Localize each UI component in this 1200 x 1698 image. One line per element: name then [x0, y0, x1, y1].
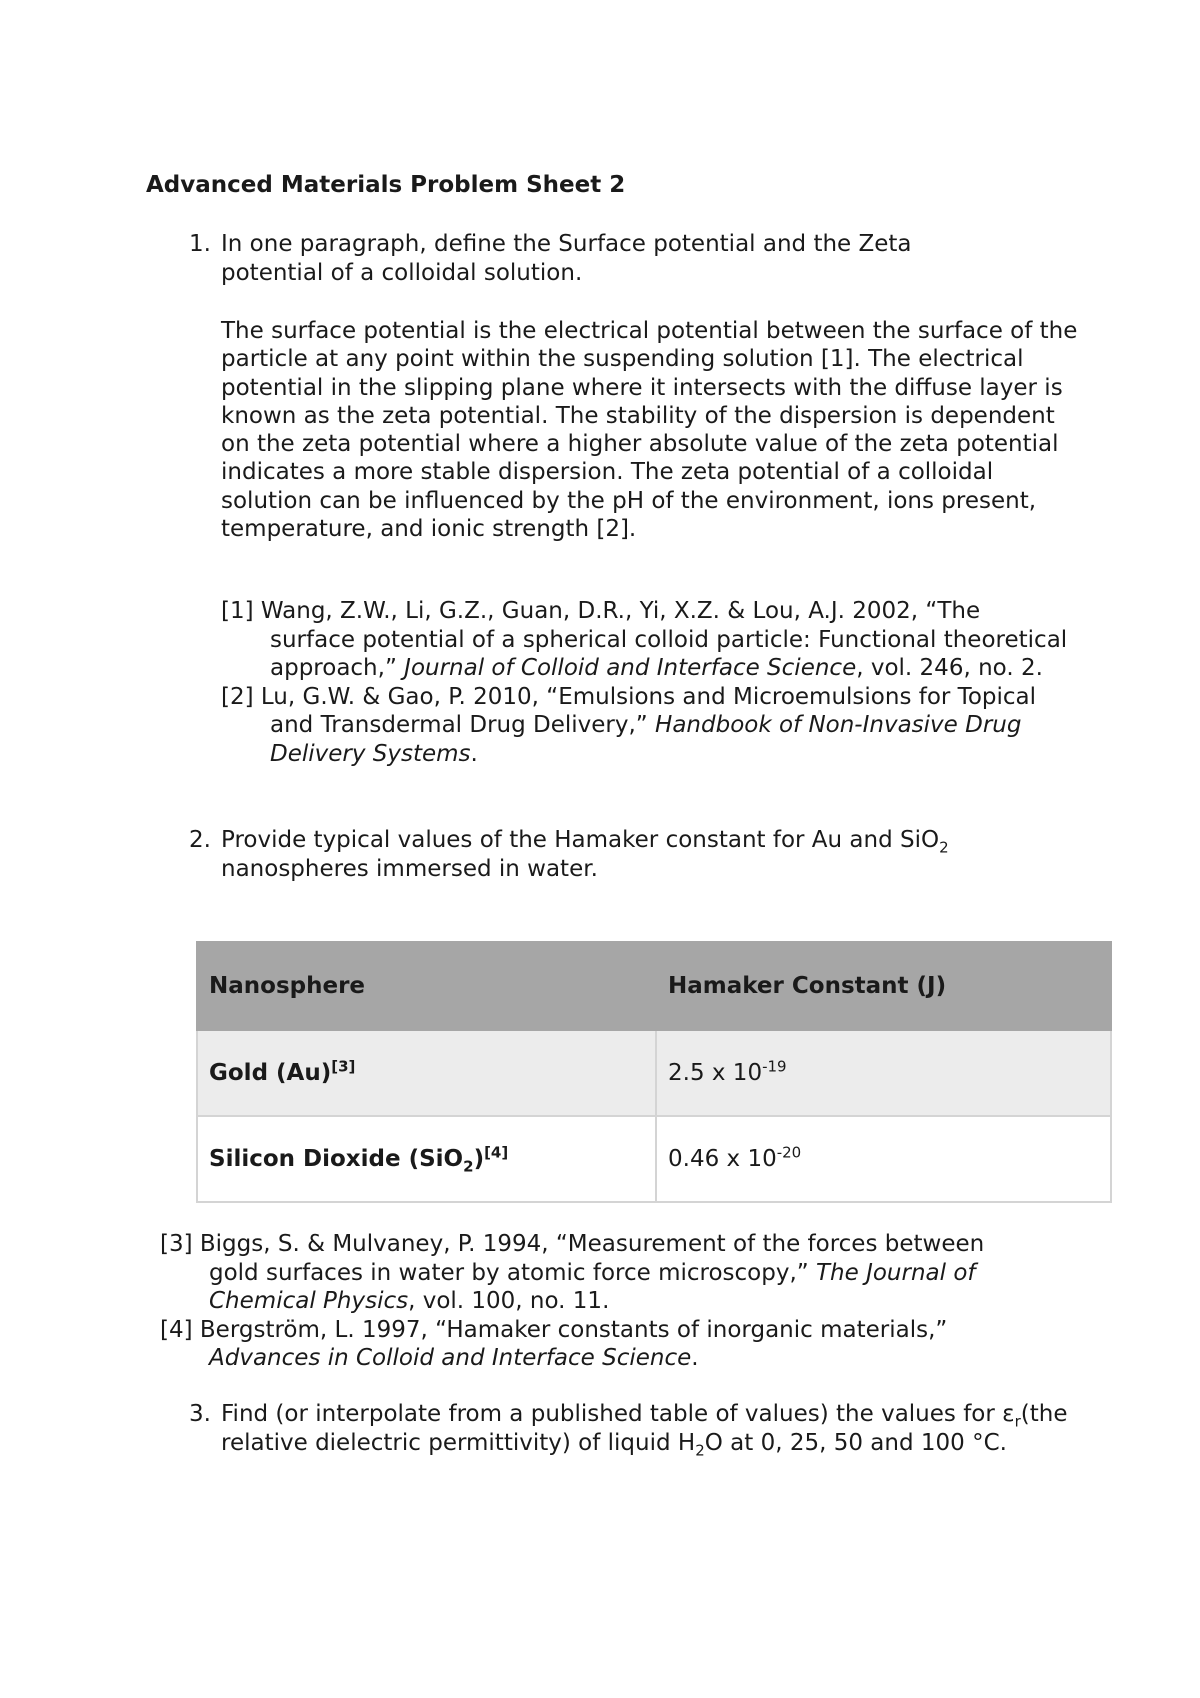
reference-1: [1] Wang, Z.W., Li, G.Z., Guan, D.R., Yi, X.Z. & Lou, A.J. 2002, “The surface potential of a spherical colloid particle: Functional theoretical approach,” Journal of Colloid and Interface Science, vol. 246, no. 2. — [221, 598, 1068, 681]
table-row — [197, 1116, 1111, 1202]
column-header: Nanosphere — [197, 942, 656, 1030]
question-number: 3. — [189, 1401, 211, 1427]
column-header: Hamaker Constant (J) — [656, 942, 1111, 1030]
question-1 — [189, 230, 981, 288]
references-1 — [221, 597, 1071, 768]
hamaker-value-cell: 0.46 x $10^{-20}$ — [656, 1116, 1111, 1202]
question-2: 2. Provide typical values of the Hamaker constant for Au and SiO$_2$ nanospheres immersed in water. — [221, 826, 961, 884]
reference-3: [3] Biggs, S. & Mulvaney, P. 1994, “Measurement of the forces between gold surfaces in water by atomic force microscopy,” The Journal of Chemical Physics, vol. 100, no. 11. — [160, 1231, 985, 1314]
answer-1: The surface potential is the electrical potential between the surface of the particle at any point within the suspending solution [1]. The electrical potential in the slipping plane where it intersects with the diffuse layer is known as the zeta potential. The stability of the dispersion is dependent on the zeta potential where a higher absolute value of the zeta potential indicates a more stable dispersion. The zeta potential of a colloidal solution can be influenced by the pH of the environment, ions present, temperature, and ionic strength [2]. — [221, 318, 1078, 543]
question-text: In one paragraph, define the Surface potential and the Zeta potential of a colloidal solution. — [221, 231, 912, 286]
reference-4: [4] Bergström, L. 1997, “Hamaker constants of inorganic materials,” Advances in Colloid and Interface Science. — [160, 1316, 948, 1371]
reference-2: [2] Lu, G.W. & Gao, P. 2010, “Emulsions and Microemulsions for Topical and Transdermal Drug Delivery,” Handbook of Non-Invasive Drug Delivery Systems. — [221, 683, 1037, 767]
nanosphere-cell: Silicon Dioxide (SiO$_2$)[4] — [197, 1116, 656, 1202]
references-2 — [160, 1230, 1040, 1373]
nanosphere-cell: Gold (Au)[3] — [197, 1030, 656, 1116]
question-3: 3. Find (or interpolate from a published table of values) the values for $\varepsilon_r(the$ relative dielectric permittivity) of liquid $H_2O$ at 0, 25, 50 and 100 °C. — [221, 1400, 1071, 1458]
question-number: 2. — [189, 827, 211, 853]
hamaker-value-cell: 2.5 x $10^{-19}$ — [656, 1030, 1111, 1116]
page-title: Advanced Materials Problem Sheet 2 — [146, 172, 626, 198]
table-header-row — [197, 942, 1111, 1030]
table-row — [197, 1030, 1111, 1116]
question-number: 1. — [189, 231, 211, 257]
hamaker-table — [196, 941, 1112, 1203]
